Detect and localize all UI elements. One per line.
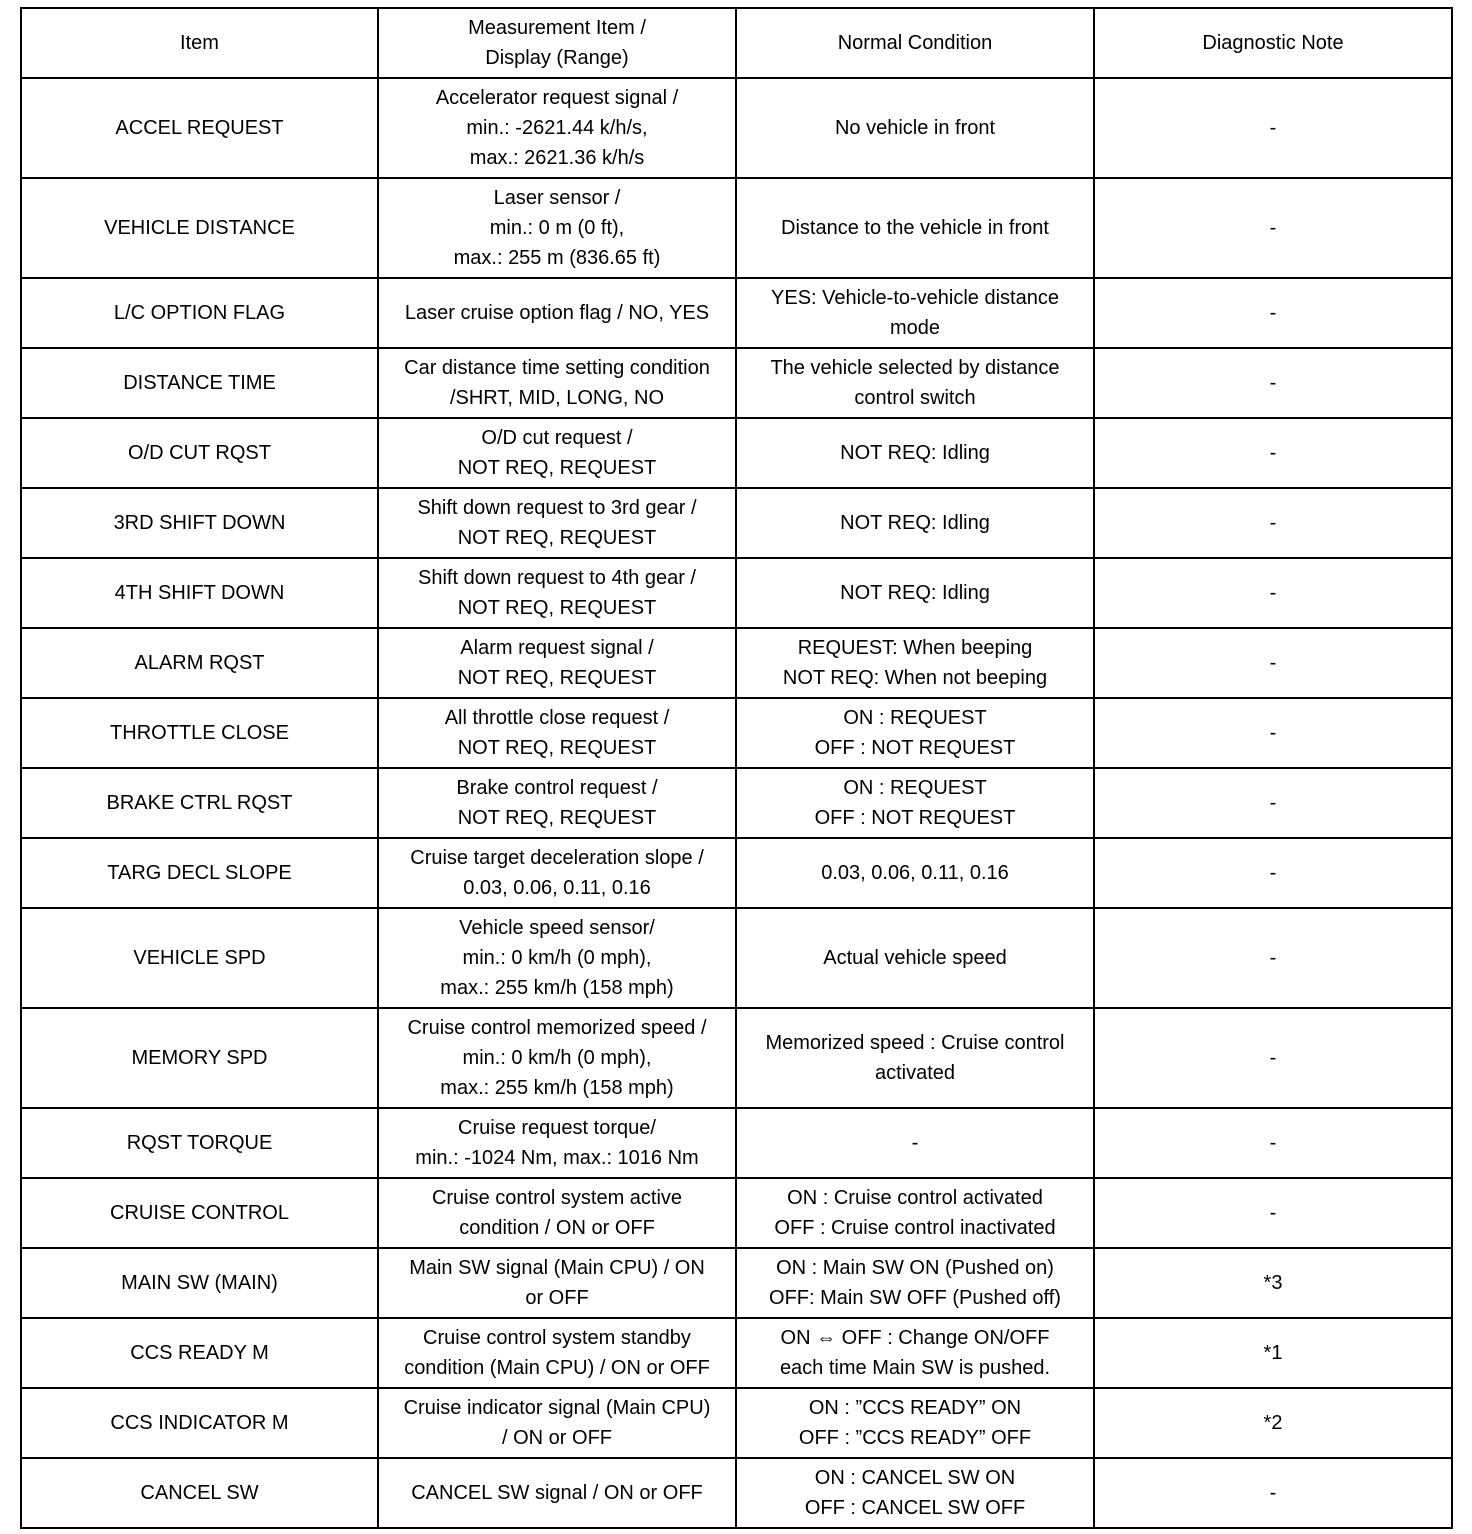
cell-item: CANCEL SW [21, 1458, 378, 1528]
cell-item: MAIN SW (MAIN) [21, 1248, 378, 1318]
cell-measurement: Shift down request to 4th gear / NOT REQ, REQUEST [378, 558, 736, 628]
table-row [21, 1178, 1452, 1248]
cell-diagnostic-note: - [1094, 1178, 1452, 1248]
table-row [21, 1388, 1452, 1458]
cell-normal-condition: ON : CANCEL SW ON OFF : CANCEL SW OFF [736, 1458, 1094, 1528]
cell-measurement: Cruise target deceleration slope / 0.03, 0.06, 0.11, 0.16 [378, 838, 736, 908]
table-row [21, 838, 1452, 908]
cell-item: 3RD SHIFT DOWN [21, 488, 378, 558]
table-row [21, 418, 1452, 488]
cell-item: VEHICLE DISTANCE [21, 178, 378, 278]
cell-normal-condition: Memorized speed : Cruise control activated [736, 1008, 1094, 1108]
cell-diagnostic-note: - [1094, 908, 1452, 1008]
cell-diagnostic-note: - [1094, 838, 1452, 908]
cell-diagnostic-note: - [1094, 278, 1452, 348]
cell-normal-condition: No vehicle in front [736, 78, 1094, 178]
table-row [21, 628, 1452, 698]
cell-measurement: Cruise control system standby condition (Main CPU) / ON or OFF [378, 1318, 736, 1388]
cell-item: THROTTLE CLOSE [21, 698, 378, 768]
cell-item: ALARM RQST [21, 628, 378, 698]
cell-item: CCS READY M [21, 1318, 378, 1388]
cell-diagnostic-note: *2 [1094, 1388, 1452, 1458]
cell-measurement: O/D cut request / NOT REQ, REQUEST [378, 418, 736, 488]
table-row [21, 488, 1452, 558]
cell-diagnostic-note: - [1094, 1458, 1452, 1528]
cell-normal-condition: ON : Main SW ON (Pushed on) OFF: Main SW OFF (Pushed off) [736, 1248, 1094, 1318]
cell-measurement: Accelerator request signal / min.: -2621.44 k/h/s, max.: 2621.36 k/h/s [378, 78, 736, 178]
header-item: Item [21, 8, 378, 78]
diagnostic-data-table [20, 7, 1453, 1529]
cell-normal-condition: 0.03, 0.06, 0.11, 0.16 [736, 838, 1094, 908]
cell-measurement: Vehicle speed sensor/ min.: 0 km/h (0 mph), max.: 255 km/h (158 mph) [378, 908, 736, 1008]
cell-measurement: All throttle close request / NOT REQ, REQUEST [378, 698, 736, 768]
cell-item: ACCEL REQUEST [21, 78, 378, 178]
table-row [21, 1458, 1452, 1528]
cell-item: O/D CUT RQST [21, 418, 378, 488]
cell-diagnostic-note: - [1094, 1108, 1452, 1178]
cell-item: MEMORY SPD [21, 1008, 378, 1108]
cell-diagnostic-note: - [1094, 348, 1452, 418]
cell-diagnostic-note: - [1094, 698, 1452, 768]
cell-item: VEHICLE SPD [21, 908, 378, 1008]
cell-normal-condition: NOT REQ: Idling [736, 418, 1094, 488]
cell-normal-condition: NOT REQ: Idling [736, 558, 1094, 628]
table-row [21, 1008, 1452, 1108]
cell-diagnostic-note: - [1094, 418, 1452, 488]
cell-item: CRUISE CONTROL [21, 1178, 378, 1248]
cell-measurement: Cruise indicator signal (Main CPU) / ON or OFF [378, 1388, 736, 1458]
header-normal-condition: Normal Condition [736, 8, 1094, 78]
table-header-row [21, 8, 1452, 78]
cell-normal-condition: ON : ”CCS READY” ON OFF : ”CCS READY” OFF [736, 1388, 1094, 1458]
cell-normal-condition: Distance to the vehicle in front [736, 178, 1094, 278]
cell-measurement: Shift down request to 3rd gear / NOT REQ, REQUEST [378, 488, 736, 558]
table-row [21, 278, 1452, 348]
table-row [21, 908, 1452, 1008]
table-row [21, 1318, 1452, 1388]
table-row [21, 698, 1452, 768]
table-row [21, 348, 1452, 418]
cell-diagnostic-note: - [1094, 488, 1452, 558]
cell-normal-condition: - [736, 1108, 1094, 1178]
table-row [21, 558, 1452, 628]
cell-item: DISTANCE TIME [21, 348, 378, 418]
cell-measurement: Laser cruise option flag / NO, YES [378, 278, 736, 348]
cell-measurement: Main SW signal (Main CPU) / ON or OFF [378, 1248, 736, 1318]
cell-normal-condition: NOT REQ: Idling [736, 488, 1094, 558]
cell-normal-condition: ON : REQUEST OFF : NOT REQUEST [736, 768, 1094, 838]
cell-measurement: Laser sensor / min.: 0 m (0 ft), max.: 255 m (836.65 ft) [378, 178, 736, 278]
cell-item: TARG DECL SLOPE [21, 838, 378, 908]
header-measurement: Measurement Item / Display (Range) [378, 8, 736, 78]
cell-diagnostic-note: *1 [1094, 1318, 1452, 1388]
table-row [21, 1108, 1452, 1178]
cell-item: 4TH SHIFT DOWN [21, 558, 378, 628]
table-row [21, 1248, 1452, 1318]
cell-diagnostic-note: - [1094, 78, 1452, 178]
cell-normal-condition: ON : Cruise control activated OFF : Cruise control inactivated [736, 1178, 1094, 1248]
header-diagnostic-note: Diagnostic Note [1094, 8, 1452, 78]
cell-normal-condition: The vehicle selected by distance control switch [736, 348, 1094, 418]
table-row [21, 768, 1452, 838]
cell-item: CCS INDICATOR M [21, 1388, 378, 1458]
cell-diagnostic-note: *3 [1094, 1248, 1452, 1318]
cell-diagnostic-note: - [1094, 558, 1452, 628]
cell-item: RQST TORQUE [21, 1108, 378, 1178]
cell-normal-condition: REQUEST: When beeping NOT REQ: When not beeping [736, 628, 1094, 698]
cell-diagnostic-note: - [1094, 178, 1452, 278]
cell-normal-condition: ON : REQUEST OFF : NOT REQUEST [736, 698, 1094, 768]
cell-measurement: Car distance time setting condition /SHRT, MID, LONG, NO [378, 348, 736, 418]
table-row [21, 178, 1452, 278]
cell-diagnostic-note: - [1094, 1008, 1452, 1108]
cell-measurement: Cruise control memorized speed / min.: 0 km/h (0 mph), max.: 255 km/h (158 mph) [378, 1008, 736, 1108]
cell-item: L/C OPTION FLAG [21, 278, 378, 348]
cell-diagnostic-note: - [1094, 628, 1452, 698]
cell-item: BRAKE CTRL RQST [21, 768, 378, 838]
cell-diagnostic-note: - [1094, 768, 1452, 838]
cell-measurement: Alarm request signal / NOT REQ, REQUEST [378, 628, 736, 698]
cell-measurement: Cruise request torque/ min.: -1024 Nm, max.: 1016 Nm [378, 1108, 736, 1178]
cell-normal-condition: ON ⇔ OFF : Change ON/OFF each time Main SW is pushed. [736, 1318, 1094, 1388]
cell-normal-condition: Actual vehicle speed [736, 908, 1094, 1008]
cell-normal-condition: YES: Vehicle-to-vehicle distance mode [736, 278, 1094, 348]
cell-measurement: Brake control request / NOT REQ, REQUEST [378, 768, 736, 838]
cell-measurement: CANCEL SW signal / ON or OFF [378, 1458, 736, 1528]
table-row [21, 78, 1452, 178]
cell-measurement: Cruise control system active condition / ON or OFF [378, 1178, 736, 1248]
